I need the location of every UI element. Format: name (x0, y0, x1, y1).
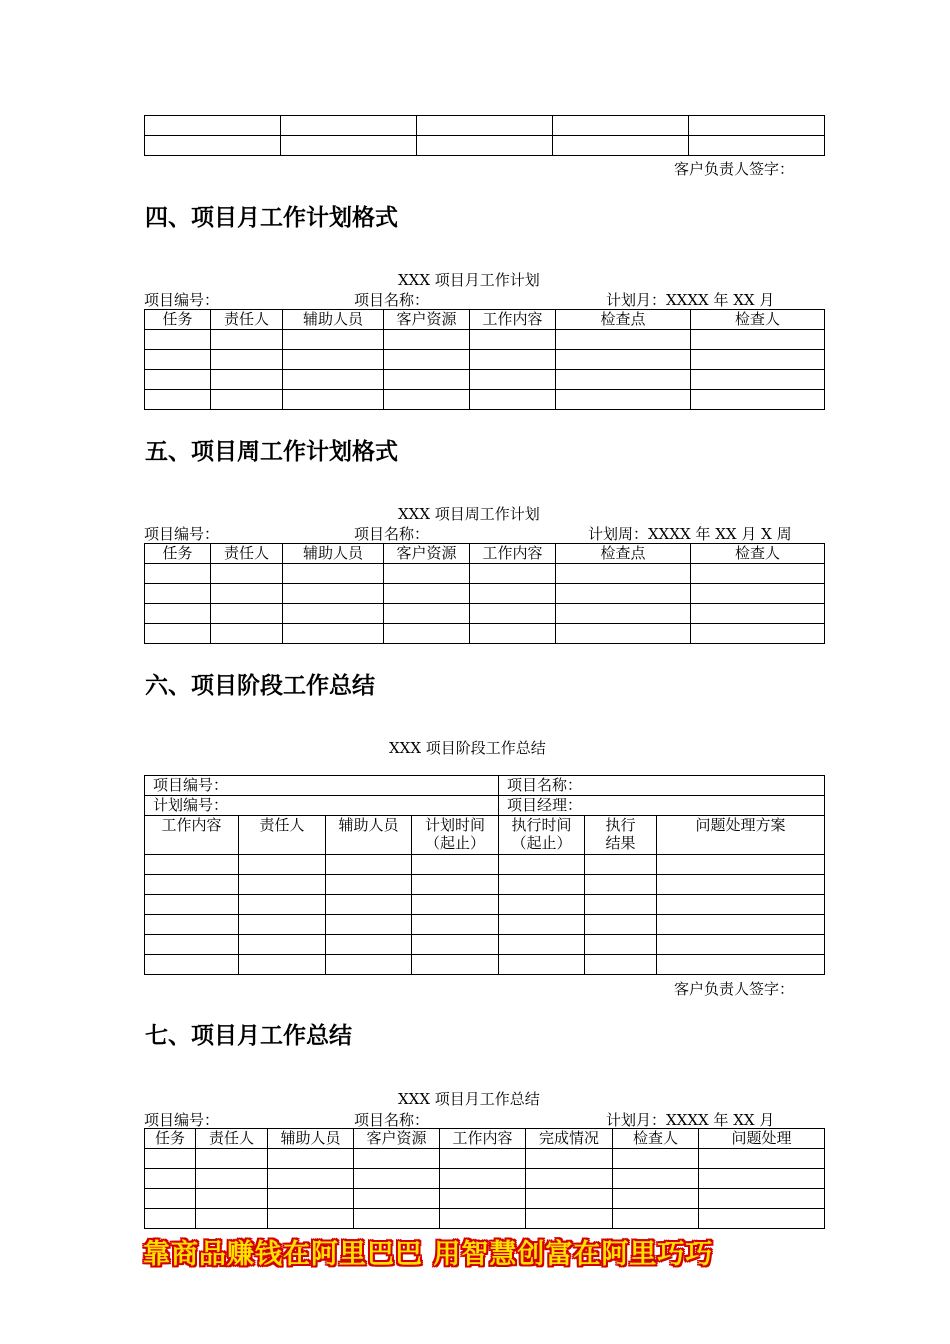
table-row (145, 370, 825, 390)
section4-title: XXX 项目月工作计划 (398, 271, 540, 289)
column-header: 任务 (145, 544, 211, 564)
column-header: 执行时间（起止） (499, 816, 585, 855)
table-header-row (145, 816, 825, 855)
section7-project-no: 项目编号： (144, 1111, 220, 1129)
table-cell (691, 584, 825, 604)
table-cell (412, 875, 499, 895)
table-header-row (145, 544, 825, 564)
column-header: 任务 (145, 1129, 196, 1149)
table-cell (326, 895, 412, 915)
table-row (145, 350, 825, 370)
table-cell (211, 330, 283, 350)
table-cell (196, 1169, 268, 1189)
section7-heading: 七、项目月工作总结 (145, 1023, 352, 1049)
table-cell (211, 624, 283, 644)
table-cell (412, 935, 499, 955)
section4-plan-period: 计划月：XXXX 年 XX 月 (606, 291, 775, 309)
table-cell (283, 624, 384, 644)
section5-title: XXX 项目周工作计划 (398, 505, 540, 523)
section5-project-no: 项目编号： (144, 525, 220, 543)
table-cell (283, 370, 384, 390)
column-header: 责任人 (239, 816, 326, 855)
table-cell (281, 136, 417, 156)
table-cell (145, 955, 239, 975)
table-cell (326, 875, 412, 895)
table-cell (211, 584, 283, 604)
section6-title: XXX 项目阶段工作总结 (389, 739, 546, 757)
column-header: 计划时间（起止） (412, 816, 499, 855)
section4-heading: 四、项目月工作计划格式 (145, 205, 398, 231)
table-cell (281, 116, 417, 136)
table-cell (499, 935, 585, 955)
section5-heading: 五、项目周工作计划格式 (145, 439, 398, 465)
table-cell (145, 1209, 196, 1229)
column-header: 客户资源 (384, 544, 470, 564)
promo-banner: 靠商品赚钱在阿里巴巴 用智慧创富在阿里巧巧 (143, 1239, 714, 1270)
section5-project-name: 项目名称： (354, 525, 430, 543)
table-cell (384, 370, 470, 390)
table-row (145, 390, 825, 410)
table-cell (326, 955, 412, 975)
table-cell (412, 895, 499, 915)
table-cell (283, 584, 384, 604)
table-cell (689, 116, 825, 136)
table-cell (657, 875, 825, 895)
table-cell (585, 875, 657, 895)
column-header: 检查点 (556, 310, 691, 330)
column-header: 工作内容 (440, 1129, 526, 1149)
section6-heading: 六、项目阶段工作总结 (145, 673, 375, 699)
table-cell (613, 1209, 699, 1229)
table-cell (384, 604, 470, 624)
table-cell (470, 564, 556, 584)
table-cell (657, 895, 825, 915)
table-cell (470, 330, 556, 350)
table-cell (211, 390, 283, 410)
table-cell (145, 895, 239, 915)
table-cell (283, 390, 384, 410)
table-cell (470, 350, 556, 370)
table-cell (470, 624, 556, 644)
column-header: 工作内容 (145, 816, 239, 855)
column-header: 责任人 (196, 1129, 268, 1149)
column-header: 辅助人员 (283, 310, 384, 330)
section7-table (144, 1128, 825, 1229)
table-cell (499, 955, 585, 975)
table-row (145, 604, 825, 624)
column-header: 客户资源 (384, 310, 470, 330)
table-cell (283, 604, 384, 624)
column-header: 责任人 (211, 544, 283, 564)
column-header: 完成情况 (526, 1129, 613, 1149)
table-cell (268, 1149, 354, 1169)
table-cell (585, 895, 657, 915)
section6-table (144, 775, 825, 975)
table-cell (283, 350, 384, 370)
section4-project-no: 项目编号： (144, 291, 220, 309)
column-header: 检查人 (691, 310, 825, 330)
table-cell (145, 624, 211, 644)
table-row (145, 1149, 825, 1169)
table-cell (499, 895, 585, 915)
table-cell (145, 915, 239, 935)
table-row (145, 955, 825, 975)
table-cell (440, 1189, 526, 1209)
table-cell (196, 1209, 268, 1229)
section7-title: XXX 项目月工作总结 (398, 1090, 540, 1108)
table-cell (268, 1189, 354, 1209)
table-cell (145, 1189, 196, 1209)
table-cell (145, 116, 281, 136)
section7-project-name: 项目名称： (354, 1111, 430, 1129)
table-cell (499, 875, 585, 895)
table-cell (699, 1169, 825, 1189)
table-cell (145, 1169, 196, 1189)
project-no-label: 项目编号： (145, 776, 499, 796)
table-cell (211, 350, 283, 370)
top-table (144, 115, 825, 156)
table-cell (689, 136, 825, 156)
table-cell (526, 1169, 613, 1189)
table-cell (145, 136, 281, 156)
table-row (145, 895, 825, 915)
section7-plan-period: 计划月：XXXX 年 XX 月 (606, 1111, 775, 1129)
table-cell (556, 604, 691, 624)
table-cell (699, 1189, 825, 1209)
column-header: 检查点 (556, 544, 691, 564)
table-cell (440, 1169, 526, 1189)
table-cell (699, 1209, 825, 1229)
table-cell (239, 895, 326, 915)
table-cell (384, 584, 470, 604)
table-cell (283, 564, 384, 584)
column-header: 执行结果 (585, 816, 657, 855)
table-row (145, 624, 825, 644)
table-cell (556, 624, 691, 644)
table-header-row (145, 1129, 825, 1149)
table-cell (657, 915, 825, 935)
table-cell (145, 390, 211, 410)
column-header: 辅助人员 (283, 544, 384, 564)
table-cell (384, 350, 470, 370)
table-cell (585, 955, 657, 975)
table-cell (354, 1189, 440, 1209)
column-header: 责任人 (211, 310, 283, 330)
table-cell (326, 935, 412, 955)
table-cell (556, 390, 691, 410)
table-cell (657, 935, 825, 955)
table-cell (268, 1209, 354, 1229)
table-row (145, 1209, 825, 1229)
section5-plan-period: 计划周：XXXX 年 XX 月 X 周 (588, 525, 792, 543)
table-cell (613, 1189, 699, 1209)
table-cell (145, 875, 239, 895)
table-cell (384, 330, 470, 350)
table-cell (145, 350, 211, 370)
table-cell (691, 624, 825, 644)
table-cell (526, 1209, 613, 1229)
table-cell (556, 330, 691, 350)
table-cell (440, 1149, 526, 1169)
section4-project-name: 项目名称： (354, 291, 430, 309)
table-cell (239, 855, 326, 875)
column-header: 工作内容 (470, 544, 556, 564)
project-manager-label: 项目经理： (499, 796, 825, 816)
table-cell (412, 915, 499, 935)
table-cell (412, 955, 499, 975)
table-cell (470, 370, 556, 390)
table-cell (499, 915, 585, 935)
table-cell (585, 915, 657, 935)
table-cell (326, 915, 412, 935)
plan-no-label: 计划编号： (145, 796, 499, 816)
table-cell (145, 604, 211, 624)
table-cell (526, 1189, 613, 1209)
table-cell (526, 1149, 613, 1169)
table-row (145, 935, 825, 955)
table-cell (145, 1149, 196, 1169)
table-cell (691, 564, 825, 584)
table-row (145, 330, 825, 350)
table-row (145, 1189, 825, 1209)
table-cell (657, 855, 825, 875)
table-cell (470, 390, 556, 410)
table-cell (691, 390, 825, 410)
table-row (145, 855, 825, 875)
table-cell (211, 370, 283, 390)
table-cell (499, 855, 585, 875)
table-cell (384, 390, 470, 410)
table-cell (145, 330, 211, 350)
column-header: 问题处理方案 (657, 816, 825, 855)
table-cell (384, 564, 470, 584)
column-header: 辅助人员 (326, 816, 412, 855)
table-row (145, 584, 825, 604)
table-cell (196, 1149, 268, 1169)
table-row (145, 1169, 825, 1189)
column-header: 辅助人员 (268, 1129, 354, 1149)
column-header: 检查人 (691, 544, 825, 564)
table-header-row (145, 310, 825, 330)
table-cell (699, 1149, 825, 1169)
table-cell (691, 350, 825, 370)
table-row (145, 915, 825, 935)
table-cell (145, 935, 239, 955)
table-cell (196, 1189, 268, 1209)
column-header: 任务 (145, 310, 211, 330)
table-cell (145, 855, 239, 875)
table-cell (613, 1169, 699, 1189)
section5-table (144, 543, 825, 644)
table-cell (326, 855, 412, 875)
table-cell (283, 330, 384, 350)
table-cell (553, 136, 689, 156)
column-header: 工作内容 (470, 310, 556, 330)
table-cell (585, 855, 657, 875)
table-cell (417, 136, 553, 156)
table-cell (354, 1209, 440, 1229)
table-cell (354, 1169, 440, 1189)
table-row (145, 875, 825, 895)
table-cell (585, 935, 657, 955)
table-row (145, 564, 825, 584)
column-header: 检查人 (613, 1129, 699, 1149)
table-cell (470, 604, 556, 624)
table-cell (440, 1209, 526, 1229)
project-name-label: 项目名称： (499, 776, 825, 796)
table-cell (239, 915, 326, 935)
table-cell (556, 350, 691, 370)
table-cell (417, 116, 553, 136)
table-cell (145, 370, 211, 390)
table-cell (211, 604, 283, 624)
table-cell (470, 584, 556, 604)
table-cell (556, 370, 691, 390)
table-cell (556, 564, 691, 584)
table-cell (145, 584, 211, 604)
top-signature: 客户负责人签字： (674, 160, 795, 178)
section4-table (144, 309, 825, 410)
info-row (145, 796, 825, 816)
table-cell (145, 564, 211, 584)
table-cell (657, 955, 825, 975)
info-row (145, 776, 825, 796)
table-cell (691, 330, 825, 350)
table-cell (211, 564, 283, 584)
table-cell (268, 1169, 354, 1189)
table-cell (556, 584, 691, 604)
table-cell (239, 875, 326, 895)
table-cell (613, 1149, 699, 1169)
table-cell (384, 624, 470, 644)
column-header: 问题处理 (699, 1129, 825, 1149)
table-cell (553, 116, 689, 136)
section6-signature: 客户负责人签字： (674, 980, 795, 998)
table-cell (354, 1149, 440, 1169)
table-cell (239, 955, 326, 975)
table-cell (239, 935, 326, 955)
column-header: 客户资源 (354, 1129, 440, 1149)
table-cell (412, 855, 499, 875)
table-cell (691, 370, 825, 390)
table-cell (691, 604, 825, 624)
